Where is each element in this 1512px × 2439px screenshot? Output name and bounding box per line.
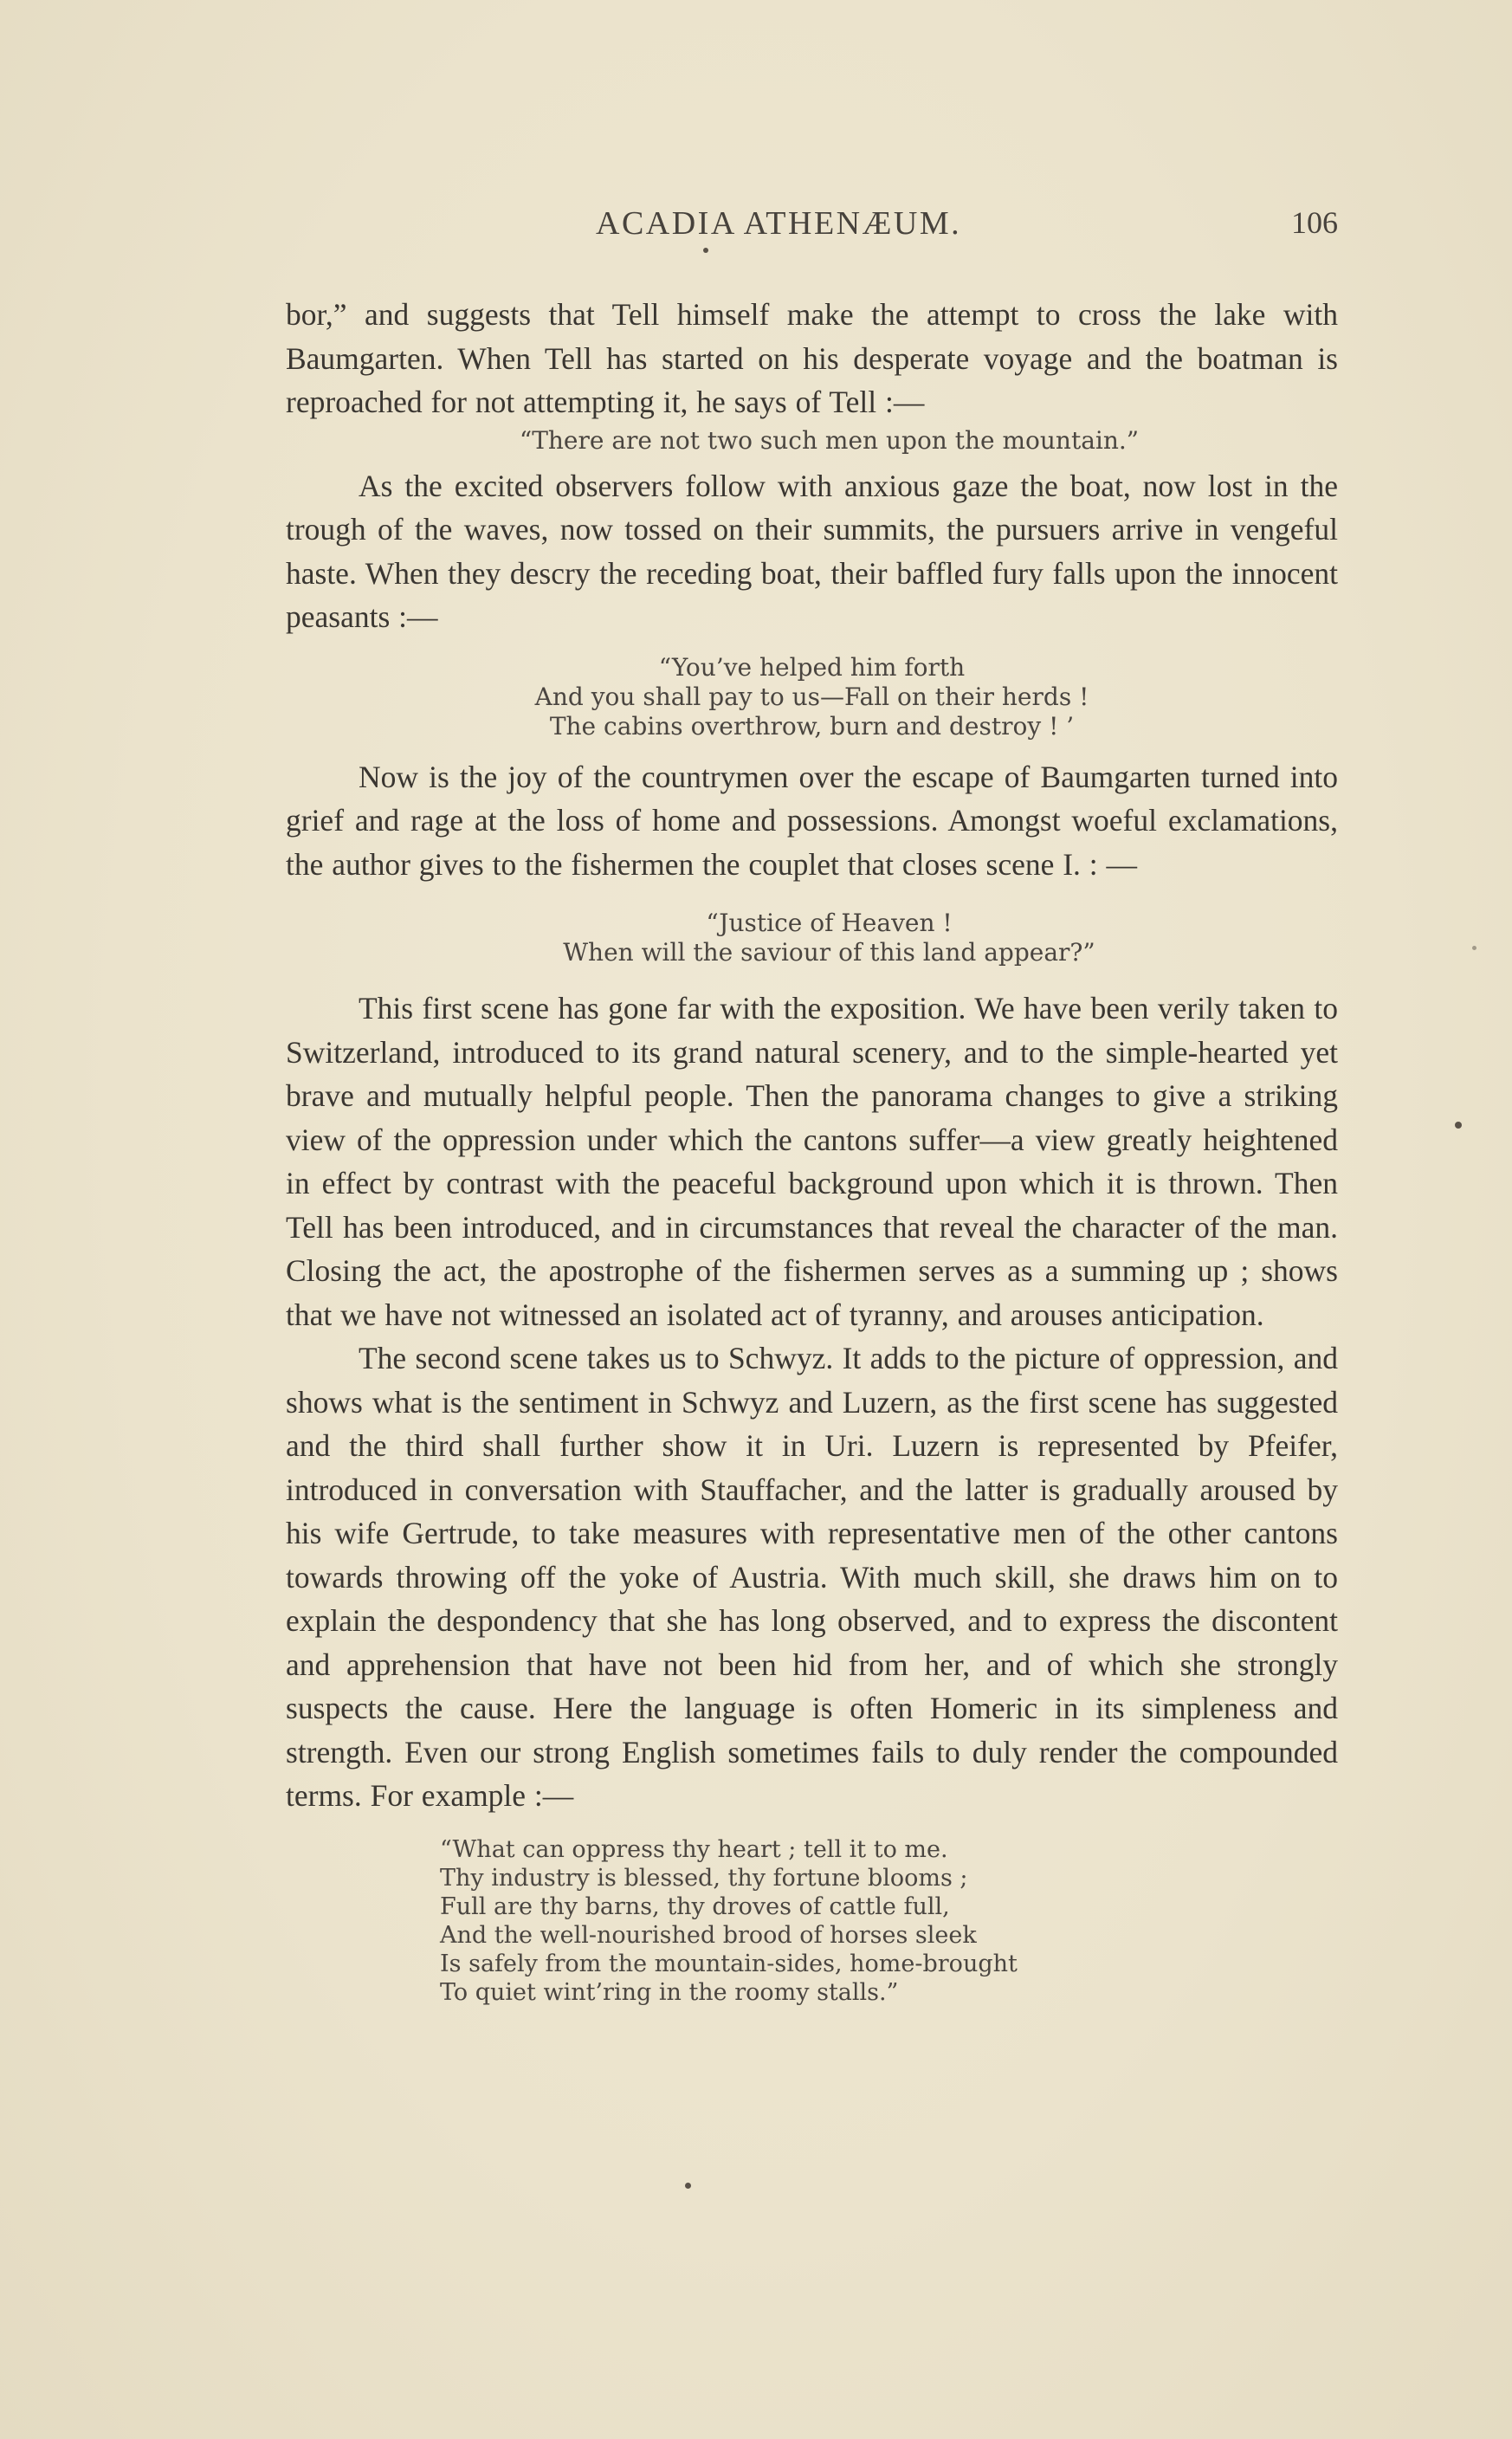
verse-block bbox=[440, 1835, 1338, 2007]
quote-justice-line-2: When will the saviour of this land appear?” bbox=[563, 938, 1095, 967]
page-header bbox=[286, 204, 1338, 256]
verse-line-3: Full are thy barns, thy droves of cattle full, bbox=[440, 1892, 950, 1920]
paragraph-1: bor,” and suggests that Tell himself make the attempt to cross the lake with Baumgarten. When Tell has started on his desperate voyage and the boatman is reproached for not attempting it, he says of Tell :— bbox=[286, 297, 1338, 419]
running-title: ACADIA ATHENÆUM. bbox=[596, 205, 962, 242]
page-number: 106 bbox=[1291, 205, 1338, 240]
quote-herds-block bbox=[286, 653, 1338, 741]
ink-speck bbox=[685, 2183, 691, 2189]
quote-mountain: “There are not two such men upon the mountain.” bbox=[519, 425, 1140, 455]
verse-line-2: Thy industry is blessed, thy fortune blooms ; bbox=[440, 1864, 968, 1892]
verse-line-4: And the well-nourished brood of horses sleek bbox=[440, 1921, 977, 1949]
ink-speck bbox=[703, 248, 708, 253]
quote-justice-block bbox=[320, 909, 1338, 967]
verse-line-1: “What can oppress thy heart ; tell it to me. bbox=[440, 1835, 948, 1863]
paragraph-2: As the excited observers follow with anxious gaze the boat, now lost in the trough of the waves, now tossed on their summits, the pursuers arrive in vengeful haste. When they descry the receding boat, their baffled fury falls upon the innocent peasants :— bbox=[286, 468, 1338, 634]
paragraph-5: The second scene takes us to Schwyz. It adds to the picture of oppression, and shows what is the sentiment in Schwyz and Luzern, as the first scene has suggested and the third shall further show it in Uri. Luzern is represented by Pfeifer, introduced in conversation with Stauffacher, and the latter is gradually aroused by his wife Gertrude, to take measures with representative men of the other cantons towards throwing off the yoke of Austria. With much skill, she draws him on to explain the despondency that she has long observed, and to express the discontent and apprehension that have not been hid from her, and of which she strongly suspects the cause. Here the language is often Homeric in its simpleness and strength. Even our strong English sometimes fails to duly render the compounded terms. For example :— bbox=[286, 1341, 1338, 1813]
paragraph-3: Now is the joy of the countrymen over the escape of Baumgarten turned into grief and rage at the loss of home and possessions. Amongst woeful exclamations, the author gives to the fishermen the couplet that closes scene I. : — bbox=[286, 759, 1338, 882]
ink-speck bbox=[1472, 946, 1476, 950]
ink-speck bbox=[1455, 1122, 1462, 1129]
quote-herds-line-1: “You’ve helped him forth bbox=[658, 652, 966, 682]
verse-line-5: Is safely from the mountain-sides, home-brought bbox=[440, 1950, 1018, 1977]
article-body bbox=[286, 293, 1338, 2007]
quote-herds-line-3: The cabins overthrow, burn and destroy ! ’ bbox=[549, 711, 1075, 741]
verse-line-6: To quiet wint’ring in the roomy stalls.” bbox=[440, 1978, 899, 2006]
paragraph-4: This first scene has gone far with the exposition. We have been verily taken to Switzerland, introduced to its grand natural scenery, and to the simple-hearted yet brave and mutually helpful people. Then the panorama changes to give a striking view of the oppression under which the cantons suffer—a view greatly heightened in effect by contrast with the peaceful background upon which it is thrown. Then Tell has been introduced, and in circumstances that reveal the character of the man. Closing the act, the apostrophe of the fishermen serves as a summing up ; shows that we have not witnessed an isolated act of tyranny, and arouses anticipation. bbox=[286, 991, 1338, 1332]
quote-herds-line-2: And you shall pay to us—Fall on their herds ! bbox=[534, 682, 1089, 711]
quote-justice-line-1: “Justice of Heaven ! bbox=[706, 909, 953, 937]
